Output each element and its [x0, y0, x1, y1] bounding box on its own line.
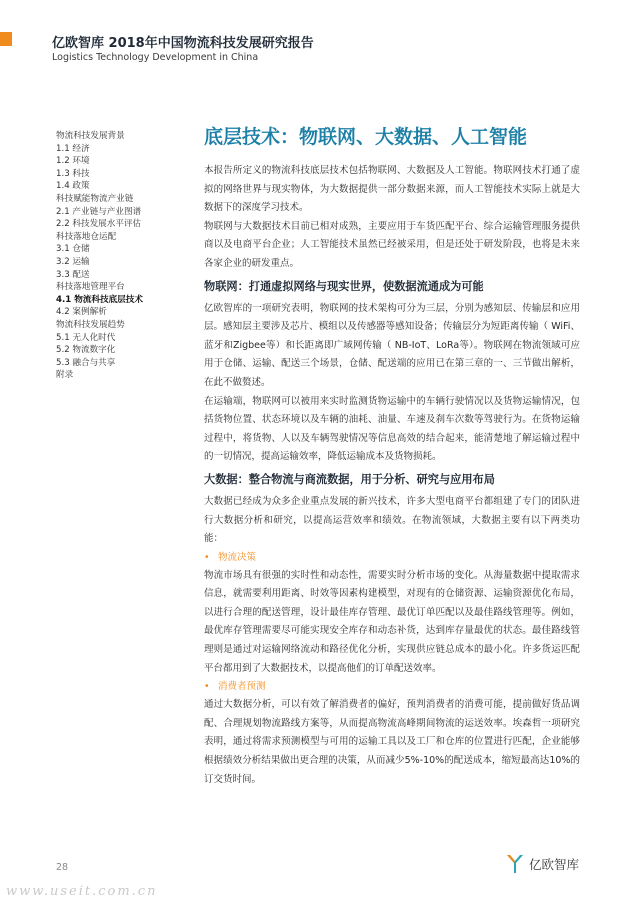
- yiou-logo-icon: [506, 854, 524, 874]
- bullet-label: 消费者预测: [218, 681, 266, 693]
- bigdata-heading: 大数据：整合物流与商流数据，用于分析、研究与应用布局: [204, 472, 495, 486]
- toc-item[interactable]: 科技落地管理平台: [56, 282, 125, 293]
- table-of-contents: [56, 130, 186, 382]
- toc-item[interactable]: 1.2 环境: [56, 156, 90, 167]
- toc-item[interactable]: 1.3 科技: [56, 168, 90, 179]
- toc-item[interactable]: 3.1 仓储: [56, 244, 90, 255]
- toc-item[interactable]: 2.1 产业链与产业图谱: [56, 206, 142, 217]
- iot-paragraph-1: 亿欧智库的一项研究表明，物联网的技术架构可分为三层，分别为感知层、传输层和应用层。感知层主要涉及芯片、模组以及传感器等感知设备；传输层分为短距离传输（ WiFi、蓝牙和Zigbee等）和长距离即广域网传输（ NB-IoT、LoRa等）。物联网在物流领域可应用于仓储、运输、配送三个场景，仓储、配送端的应用已在第三章的一、三节做出解析，在此不做赘述。: [204, 302, 580, 388]
- toc-item[interactable]: 1.1 经济: [56, 143, 90, 154]
- toc-item[interactable]: 1.4 政策: [56, 181, 90, 192]
- report-subtitle: Logistics Technology Development in China: [52, 52, 259, 63]
- intro-paragraph-2: 物联网与大数据技术目前已相对成熟，主要应用于车货匹配平台、综合运输管理服务提供商以及电商平台企业；人工智能技术虽然已经被采用，但是还处于研发阶段，也将是未来各家企业的研发重点。: [204, 220, 580, 269]
- toc-item[interactable]: 科技赋能物流产业链: [56, 193, 134, 204]
- brand-logo: [506, 854, 579, 874]
- bullet-consumer-prediction: [204, 678, 580, 696]
- toc-item[interactable]: 科技落地仓运配: [56, 231, 117, 242]
- toc-item[interactable]: 5.1 无人化时代: [56, 332, 116, 343]
- toc-item[interactable]: 附录: [56, 370, 74, 381]
- toc-item[interactable]: 2.2 科技发展水平评估: [56, 219, 142, 230]
- section-title: 底层技术：物联网、大数据、人工智能: [204, 126, 528, 148]
- iot-paragraph-2: 在运输端，物联网可以被用来实时监测货物运输中的车辆行驶情况以及货物运输情况，包括货物位置、状态环境以及车辆的油耗、油量、车速及刹车次数等驾驶行为。在货物运输过程中，将货物、人以及车辆驾驶情况等信息高效的结合起来，能清楚地了解运输过程中的一切情况，提高运输效率，降低运输成本及货物损耗。: [204, 395, 580, 463]
- toc-item[interactable]: 4.1 物流科技底层技术: [56, 294, 143, 305]
- main-content: [204, 122, 580, 789]
- toc-item[interactable]: 4.2 案例解析: [56, 307, 107, 318]
- toc-item[interactable]: 3.2 运输: [56, 256, 90, 267]
- bigdata-paragraph: 大数据已经成为众多企业重点发展的新兴技术，许多大型电商平台都组建了专门的团队进行大数据分析和研究，以提高运营效率和绩效。在物流领域，大数据主要有以下两类功能：: [204, 495, 580, 545]
- toc-item[interactable]: 5.2 物流数字化: [56, 345, 116, 356]
- report-title: 亿欧智库 2018年中国物流科技发展研究报告: [52, 36, 314, 51]
- bullet-dot-icon: •: [204, 551, 210, 563]
- toc-item[interactable]: 物流科技发展背景: [56, 131, 125, 141]
- watermark: www.useit.com.cn: [6, 884, 158, 899]
- toc-item[interactable]: 物流科技发展趋势: [56, 319, 125, 330]
- toc-item[interactable]: 5.3 融合与共享: [56, 357, 116, 368]
- header-accent-bar: [0, 32, 12, 46]
- consumer-prediction-paragraph: 通过大数据分析，可以有效了解消费者的偏好，预判消费者的消费可能，提前做好货品调配、合理规划物流路线方案等，从而提高物流高峰期间物流的运送效率。埃森哲一项研究表明，通过将需求预测模型与可用的运输工具以及工厂和仓库的位置进行匹配，企业能够根据绩效分析结果做出更合理的决策，从而减少5%-10%的配送成本，缩短最高达10%的订交货时间。: [204, 699, 580, 785]
- toc-item[interactable]: 3.3 配送: [56, 269, 90, 280]
- bullet-dot-icon: •: [204, 681, 210, 693]
- intro-paragraph-1: 本报告所定义的物流科技底层技术包括物联网、大数据及人工智能。物联网技术打通了虚拟的网络世界与现实物体，为大数据提供一部分数据来源，而人工智能技术实际上就是大数据下的深度学习技术。: [204, 165, 580, 214]
- brand-name: 亿欧智库: [529, 857, 580, 872]
- logistics-decision-paragraph: 物流市场具有很强的实时性和动态性，需要实时分析市场的变化。从海量数据中提取需求信息，就需要利用距离、时效等因素构建模型，对现有的仓储资源、运输资源优化布局，以进行合理的配送管理，设计最佳库存管理、最优订单匹配以及最佳路线管理等。例如，最优库存管理需要尽可能实现安全库存和动态补货，达到库存量最优的状态。最佳路线管理则是通过对运输网络流动和路径优化分析，实现供应链总成本的最小化。许多货运匹配平台都用到了大数据技术，以提高他们的订单配送效率。: [204, 569, 580, 674]
- iot-heading: 物联网：打通虚拟网络与现实世界，使数据流通成为可能: [204, 279, 484, 293]
- bullet-label: 物流决策: [218, 551, 257, 563]
- page-number: 28: [56, 862, 69, 873]
- bullet-logistics-decision: [204, 549, 580, 567]
